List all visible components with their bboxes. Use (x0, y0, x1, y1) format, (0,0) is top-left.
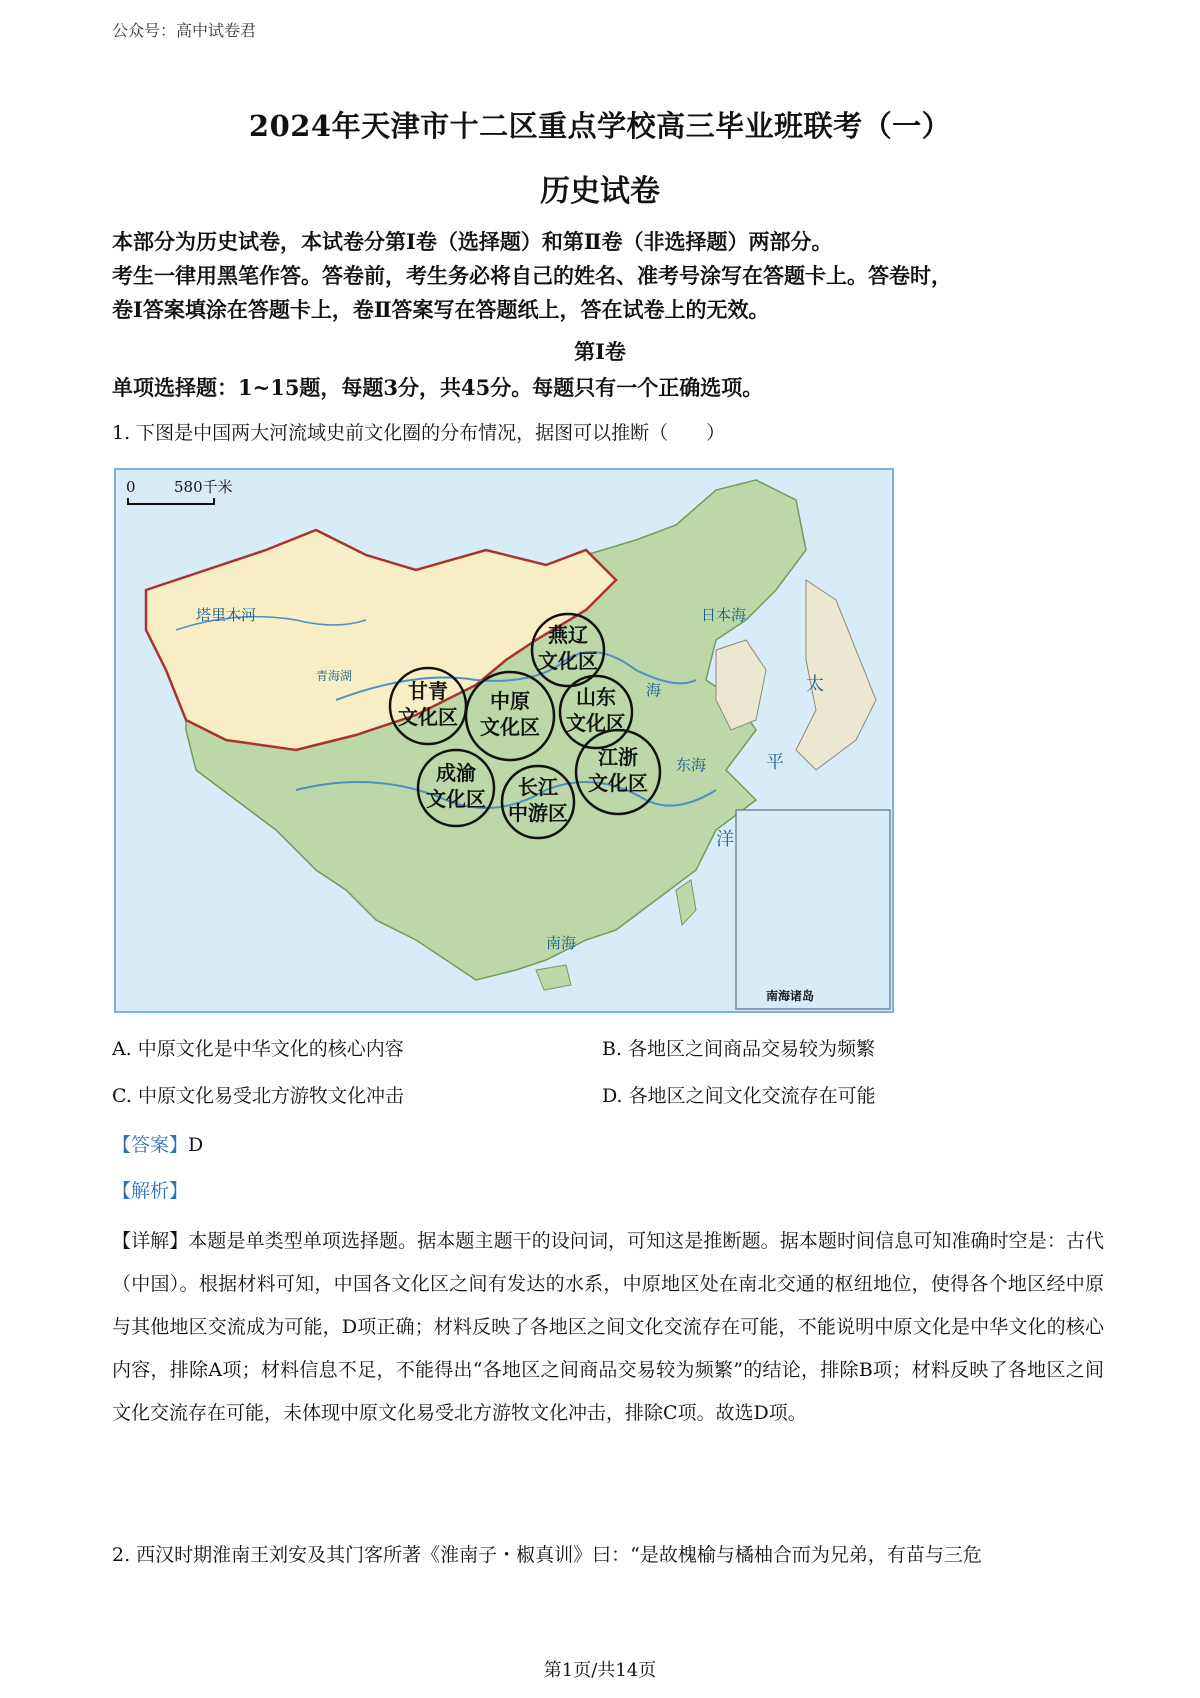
region-zhongyuan-line2: 文化区 (480, 715, 540, 739)
question-2-stem: 2. 西汉时期淮南王刘安及其门客所著《淮南子・椒真训》曰：“是故槐榆与橘柚合而为兄弟，有苗与三危 (112, 1544, 982, 1566)
option-c: C. 中原文化易受北方游牧文化冲击 (112, 1085, 404, 1107)
region-shandong-line2: 文化区 (566, 711, 626, 735)
scale-bar (128, 498, 214, 504)
scale-zero: 0 (126, 478, 136, 496)
hainan-island (536, 965, 571, 990)
south-sea-inset (736, 810, 890, 1009)
analysis-tag: 【解析】 (112, 1180, 189, 1202)
region-jiangzhe-line2: 文化区 (588, 771, 648, 795)
region-ganqing-line2: 文化区 (398, 705, 458, 729)
sea-japan-label: 日本海 (701, 606, 747, 624)
sea-east-label: 东海 (676, 756, 707, 774)
region-yanliao-line1: 燕辽 (548, 623, 588, 647)
taiwan-island (676, 880, 696, 925)
lake-label: 青海湖 (316, 669, 353, 683)
region-zhongyuan-line1: 中原 (490, 689, 530, 713)
option-d: D. 各地区之间文化交流存在可能 (602, 1085, 876, 1107)
sea-south-label: 南海 (546, 934, 577, 952)
watermark: 公众号：高中试卷君 (112, 21, 257, 40)
region-changjiang-line1: 长江 (518, 775, 558, 799)
instruction: 单项选择题：1~15题，每题3分，共45分。每题只有一个正确选项。 (112, 375, 764, 400)
section-title: 第Ⅰ卷 (574, 339, 626, 364)
region-jiangzhe-line1: 江浙 (598, 745, 638, 769)
region-changjiang-line2: 中游区 (508, 801, 568, 825)
region-chengyu-line1: 成渝 (436, 761, 476, 785)
ocean-char-2: 平 (766, 752, 784, 773)
culture-map (114, 468, 894, 1013)
region-chengyu-line2: 文化区 (426, 787, 486, 811)
region-yanliao-line2: 文化区 (538, 649, 598, 673)
scale-label: 580千米 (174, 478, 233, 496)
answer-value: D (188, 1134, 204, 1156)
tarim-label: 塔里木河 (196, 606, 257, 624)
inset-label: 南海诸岛 (766, 989, 815, 1003)
intro-line-3: 卷Ⅰ答案填涂在答题卡上，卷Ⅱ答案写在答题纸上，答在试卷上的无效。 (112, 297, 770, 322)
ocean-char-1: 太 (806, 674, 824, 695)
exam-title: 2024年天津市十二区重点学校高三毕业班联考（一） (248, 109, 952, 143)
answer-tag: 【答案】 (112, 1134, 189, 1156)
region-ganqing-line1: 甘青 (408, 679, 448, 703)
exam-subtitle: 历史试卷 (540, 174, 660, 209)
answer-row (112, 1130, 203, 1157)
analysis-detail: 【详解】本题是单类型单项选择题。据本题主题干的设问词，可知这是推断题。据本题时间信息可知准确时空是：古代（中国）。根据材料可知，中国各文化区之间有发达的水系，中原地区处在南北交通的枢纽地位，使得各个地区经中原与其他地区交流成为可能，D项正确；材料反映了各地区之间文化交流存在可能，不能说明中原文化是中华文化的核心内容，排除A项；材料信息不足，不能得出“各地区之间商品交易较为频繁”的结论，排除B项；材料反映了各地区之间文化交流存在可能，未体现中原文化易受北方游牧文化冲击，排除C项。故选D项。 (112, 1230, 1104, 1424)
intro-line-1: 本部分为历史试卷，本试卷分第Ⅰ卷（选择题）和第Ⅱ卷（非选择题）两部分。 (112, 229, 833, 254)
question-1-stem: 1. 下图是中国两大河流域史前文化圈的分布情况，据图可以推断（ ） (112, 422, 726, 444)
page-footer: 第1页/共14页 (543, 1660, 657, 1681)
option-a: A. 中原文化是中华文化的核心内容 (112, 1038, 404, 1060)
region-shandong-line1: 山东 (576, 685, 616, 709)
ocean-char-3: 洋 (716, 829, 734, 850)
option-b: B. 各地区之间商品交易较为频繁 (602, 1038, 876, 1060)
yellow-sea-label: 海 (646, 681, 662, 699)
intro-line-2: 考生一律用黑笔作答。答卷前，考生务必将自己的姓名、准考号涂写在答题卡上。答卷时， (112, 263, 952, 288)
